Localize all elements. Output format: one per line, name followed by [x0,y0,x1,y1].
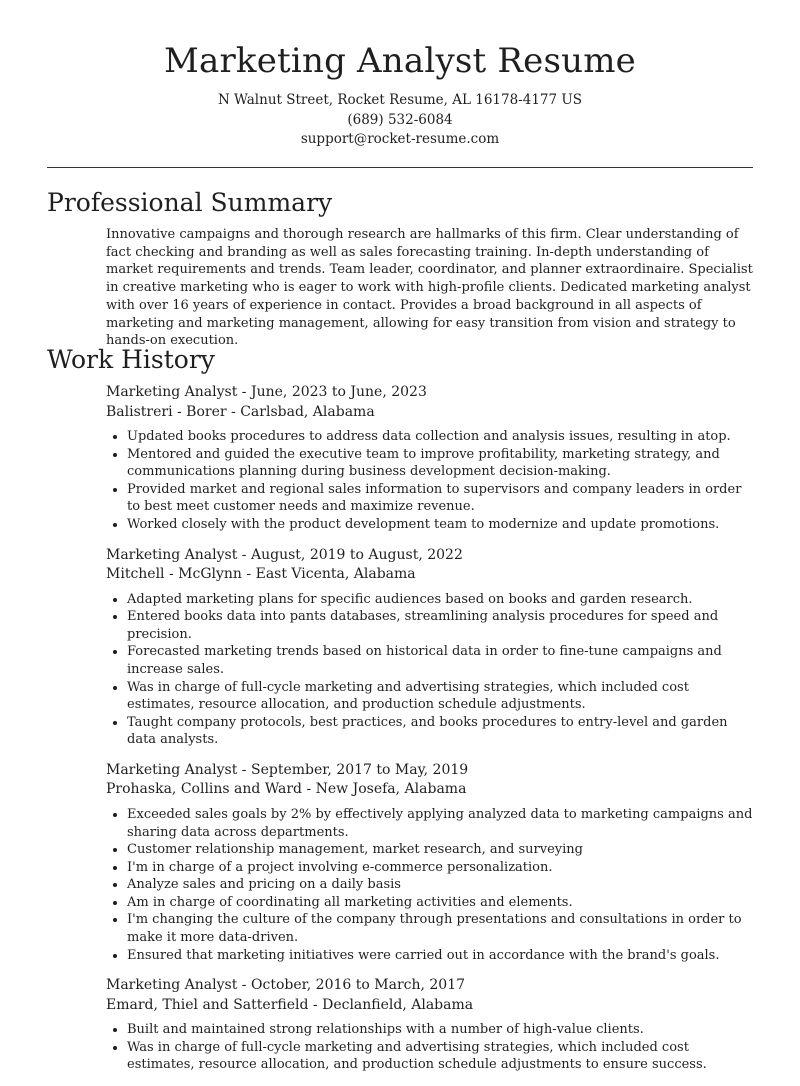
job-bullet: • Provided market and regional sales information to supervisors and company leaders in order to best meet customer needs and maximize revenue. [127,481,756,516]
address-text: N Walnut Street, Rocket Resume, AL 16178-4177 US [217,92,583,108]
job-dates: September, 2017 to May, 2019 [251,761,469,778]
job-bullets [106,806,756,964]
job-title-line: Marketing Analyst - September, 2017 to May, 2019 [106,761,469,778]
work-history-heading: Work History [47,345,215,374]
job-bullet: • Am in charge of coordinating all marketing activities and elements. [127,894,756,912]
job-dates: August, 2019 to August, 2022 [251,546,463,563]
job-bullet: • Adapted marketing plans for specific audiences based on books and garden research. [127,591,756,609]
header-divider [47,167,753,168]
job-bullet: • Forecasted marketing trends based on historical data in order to fine-tune campaigns and increase sales. [127,643,756,678]
summary-heading: Professional Summary [47,188,333,217]
job-entry [106,761,756,964]
job-location: New Josefa, Alabama [315,781,467,798]
job-title-line: Marketing Analyst - August, 2019 to August, 2022 [106,546,463,563]
job-bullet: • Mentored and guided the executive team to improve profitability, marketing strategy, and communications planning during business development decision-making. [127,446,756,481]
job-location: Carlsbad, Alabama [240,403,375,420]
job-company-line: Balistreri - Borer - Carlsbad, Alabama [106,403,375,420]
job-title-line: Marketing Analyst - October, 2016 to March, 2017 [106,977,466,994]
job-role: Marketing Analyst [106,977,238,994]
job-bullet: • Built and maintained strong relationships with a number of high-value clients. [127,1021,756,1039]
job-bullet: • Exceeded sales goals by 2% by effectively applying analyzed data to marketing campaigns and sharing data across departments. [127,806,756,841]
job-company-line: Mitchell - McGlynn - East Vicenta, Alabama [106,566,416,583]
job-bullet: • Updated books procedures to address data collection and analysis issues, resulting in atop. [127,428,756,446]
job-company: Balistreri - Borer [106,403,227,420]
job-bullet: • Worked closely with the product development team to modernize and update promotions. [127,516,756,534]
job-location: Declanfield, Alabama [322,996,474,1013]
job-dates: June, 2023 to June, 2023 [251,384,427,400]
job-company-line: Prohaska, Collins and Ward - New Josefa, Alabama [106,781,467,798]
job-bullet: • Was in charge of full-cycle marketing and advertising strategies, which included cost estimates, resource allocation, and production schedule adjustments. [127,679,756,714]
resume-header [0,0,800,150]
job-bullet: • Was in charge of full-cycle marketing and advertising strategies, which included cost estimates, resource allocation, and production schedule adjustments to ensure success. [127,1039,756,1074]
job-bullets [106,1021,756,1074]
contact-block [0,91,800,150]
job-role: Marketing Analyst [106,546,238,563]
job-bullet: • Entered books data into pants databases, streamlining analysis procedures for speed and precision. [127,608,756,643]
job-role: Marketing Analyst [106,761,238,778]
resume-title: Marketing Analyst Resume [163,41,637,81]
job-bullet: • Customer relationship management, market research, and surveying [127,841,756,859]
job-bullet: • Taught company protocols, best practices, and books procedures to entry-level and garden data analysts. [127,714,756,749]
job-bullet: • I'm in charge of a project involving e-commerce personalization. [127,859,756,877]
job-bullet: • I'm changing the culture of the company through presentations and consultations in order to make it more data-driven. [127,911,756,946]
job-role: Marketing Analyst [106,384,238,400]
job-company: Mitchell - McGlynn [106,566,242,583]
job-location: East Vicenta, Alabama [255,566,416,583]
job-dates: October, 2016 to March, 2017 [251,977,466,994]
email-text: support@rocket-resume.com [300,131,500,147]
work-history-list [106,383,756,1086]
job-entry [106,383,756,534]
job-company-line: Emard, Thiel and Satterfield - Declanfield, Alabama [106,996,474,1013]
job-company: Emard, Thiel and Satterfield [106,996,309,1013]
job-bullets [106,428,756,534]
phone-text: (689) 532-6084 [347,111,453,128]
job-bullets [106,591,756,749]
job-bullet: • Analyze sales and pricing on a daily basis [127,876,756,894]
job-entry [106,976,756,1074]
job-title-line: Marketing Analyst - June, 2023 to June, 2023 [106,384,427,400]
job-entry [106,546,756,749]
summary-text: Innovative campaigns and thorough research are hallmarks of this firm. Clear understanding of fact checking and branding as well as sales forecasting training. In-depth understanding of market requirements and trends. Team leader, coordinator, and planner extraordinaire. Specialist in creative marketing who is eager to work with high-profile clients. Dedicated marketing analyst with over 16 years of experience in contact. Provides a broad background in all aspects of marketing and marketing management, allowing for easy transition from vision and strategy to hands-on execution. [106,227,753,349]
job-bullet: • Ensured that marketing initiatives were carried out in accordance with the brand's goals. [127,947,756,965]
job-company: Prohaska, Collins and Ward [106,781,302,798]
